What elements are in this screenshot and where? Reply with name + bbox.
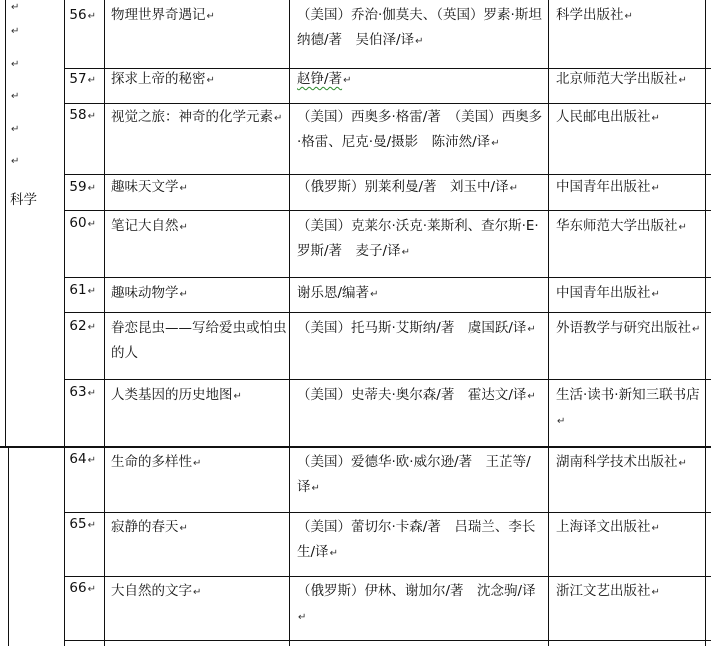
- book-title: 视觉之旅：神奇的化学元素: [111, 109, 273, 125]
- row-number: 63: [69, 384, 87, 400]
- paragraph-mark: ↵: [343, 75, 352, 86]
- row-divider: [64, 277, 711, 278]
- book-author: （美国）史蒂夫·奥尔森/著 霍达文/译: [297, 387, 527, 403]
- book-title: 趣味动物学: [111, 285, 179, 301]
- book-title: 探求上帝的秘密: [111, 71, 206, 87]
- book-title: 趣味天文学: [111, 179, 179, 195]
- book-author: （美国）西奥多·格雷/著 （美国）西奥多·格雷、尼克·曼/摄影 陈沛然/译: [297, 109, 543, 150]
- paragraph-mark: ↵: [87, 388, 96, 399]
- paragraph-mark: ↵: [179, 523, 188, 534]
- row-number: 60: [69, 215, 87, 231]
- col-divider: [289, 0, 290, 646]
- paragraph-mark: ↵: [87, 219, 96, 230]
- book-author: （俄罗斯）伊林、谢加尔/著 沈念驹/译: [297, 583, 536, 599]
- book-author: （美国）爱德华·欧·威尔逊/著 王芷等/译: [297, 454, 531, 495]
- paragraph-mark: ↵: [11, 59, 20, 70]
- book-author: 谢乐恩/编著: [297, 285, 370, 301]
- paragraph-mark: ↵: [87, 75, 96, 86]
- col-divider: [548, 0, 549, 646]
- book-author: （美国）克莱尔·沃克·莱斯利、查尔斯·E·罗斯/著 麦子/译: [297, 218, 539, 259]
- row-number: 58: [69, 107, 87, 123]
- paragraph-mark: ↵: [11, 26, 20, 37]
- paragraph-mark: ↵: [87, 584, 96, 595]
- row-divider: [64, 210, 711, 211]
- col-divider: [705, 0, 706, 646]
- paragraph-mark: ↵: [651, 183, 660, 194]
- paragraph-mark: ↵: [329, 548, 338, 559]
- row-number: 57: [69, 71, 87, 87]
- paragraph-mark: ↵: [11, 156, 20, 167]
- book-title: 生命的多样性: [111, 454, 192, 470]
- paragraph-mark: ↵: [179, 183, 188, 194]
- paragraph-mark: ↵: [193, 587, 202, 598]
- paragraph-mark: ↵: [311, 483, 320, 494]
- book-publisher: 生活·读书·新知三联书店: [556, 387, 700, 403]
- row-number: 56: [69, 7, 87, 23]
- paragraph-mark: ↵: [509, 183, 518, 194]
- book-publisher: 华东师范大学出版社: [556, 218, 678, 234]
- row-number: 64: [69, 451, 87, 467]
- row-divider: [64, 312, 711, 313]
- section-label: 科学: [10, 192, 37, 208]
- book-title: 人类基因的历史地图: [111, 387, 233, 403]
- paragraph-mark: ↵: [651, 587, 660, 598]
- book-title: 笔记大自然: [111, 218, 179, 234]
- book-author: （俄罗斯）别莱利曼/著 刘玉中/译: [297, 179, 509, 195]
- paragraph-mark: ↵: [11, 2, 20, 13]
- paragraph-mark: ↵: [87, 322, 96, 333]
- paragraph-mark: ↵: [651, 113, 660, 124]
- col-divider: [5, 0, 6, 446]
- paragraph-mark: ↵: [651, 523, 660, 534]
- col-divider: [8, 448, 9, 646]
- paragraph-mark: ↵: [87, 455, 96, 466]
- book-title: 寂静的春天: [111, 519, 179, 535]
- paragraph-mark: ↵: [624, 11, 633, 22]
- paragraph-mark: ↵: [87, 286, 96, 297]
- book-publisher: 人民邮电出版社: [556, 109, 651, 125]
- book-publisher: 中国青年出版社: [556, 179, 651, 195]
- paragraph-mark: ↵: [206, 75, 215, 86]
- paragraph-mark: ↵: [179, 289, 188, 300]
- col-divider: [104, 0, 105, 646]
- paragraph-mark: ↵: [527, 324, 536, 335]
- page-break-divider: [0, 446, 711, 448]
- book-publisher: 浙江文艺出版社: [556, 583, 651, 599]
- row-number: 65: [69, 516, 87, 532]
- row-number: 59: [69, 179, 87, 195]
- row-divider: [64, 379, 711, 380]
- row-number: 62: [69, 318, 87, 334]
- book-title: 眷恋昆虫——写给爱虫或怕虫的人: [111, 320, 287, 361]
- paragraph-mark: ↵: [87, 111, 96, 122]
- paragraph-mark: ↵: [692, 324, 701, 335]
- book-author: （美国）托马斯·艾斯纳/著 虞国跃/译: [297, 320, 527, 336]
- paragraph-mark: ↵: [87, 11, 96, 22]
- row-divider: [64, 103, 711, 104]
- paragraph-mark: ↵: [401, 247, 410, 258]
- paragraph-mark: ↵: [415, 36, 424, 47]
- row-divider: [64, 576, 711, 577]
- paragraph-mark: ↵: [370, 289, 379, 300]
- paragraph-mark: ↵: [298, 612, 307, 623]
- paragraph-mark: ↵: [206, 11, 215, 22]
- book-publisher: 北京师范大学出版社: [556, 71, 678, 87]
- paragraph-mark: ↵: [233, 391, 242, 402]
- row-number: 61: [69, 282, 87, 298]
- paragraph-mark: ↵: [87, 520, 96, 531]
- book-author: （美国）乔治·伽莫夫、（英国）罗素·斯坦纳德/著 吴伯泽/译: [297, 7, 542, 48]
- row-divider: [64, 640, 711, 641]
- paragraph-mark: ↵: [678, 458, 687, 469]
- paragraph-mark: ↵: [527, 391, 536, 402]
- book-title: 物理世界奇遇记: [111, 7, 206, 23]
- row-number: 66: [69, 580, 87, 596]
- paragraph-mark: ↵: [11, 91, 20, 102]
- paragraph-mark: ↵: [557, 416, 566, 427]
- paragraph-mark: ↵: [193, 458, 202, 469]
- paragraph-mark: ↵: [491, 138, 500, 149]
- book-author: （美国）蕾切尔·卡森/著 吕瑞兰、李长生/译: [297, 519, 536, 560]
- book-publisher: 科学出版社: [556, 7, 624, 23]
- book-publisher: 中国青年出版社: [556, 285, 651, 301]
- paragraph-mark: ↵: [651, 289, 660, 300]
- book-publisher: 上海译文出版社: [556, 519, 651, 535]
- paragraph-mark: ↵: [274, 113, 283, 124]
- book-publisher: 外语教学与研究出版社: [556, 320, 691, 336]
- paragraph-mark: ↵: [179, 222, 188, 233]
- paragraph-mark: ↵: [11, 124, 20, 135]
- book-title: 大自然的文字: [111, 583, 192, 599]
- paragraph-mark: ↵: [678, 75, 687, 86]
- row-divider: [64, 512, 711, 513]
- book-author: 赵铮/著: [297, 71, 343, 87]
- paragraph-mark: ↵: [678, 222, 687, 233]
- paragraph-mark: ↵: [87, 183, 96, 194]
- book-publisher: 湖南科学技术出版社: [556, 454, 678, 470]
